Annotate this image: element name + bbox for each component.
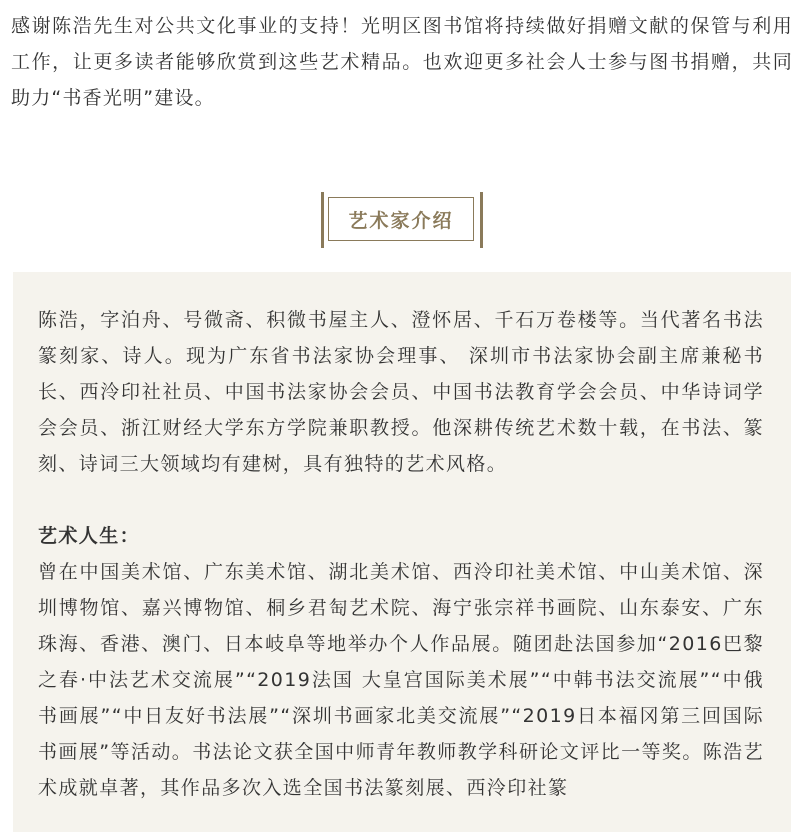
- intro-paragraph: 感谢陈浩先生对公共文化事业的支持！光明区图书馆将持续做好捐赠文献的保管与利用工作，让更多读者能够欣赏到这些艺术精品。也欢迎更多社会人士参与图书捐赠，共同助力“书香光明”建设。: [11, 15, 793, 109]
- title-frame-left-bar: [321, 192, 324, 248]
- section-title: 艺术家介绍: [348, 209, 454, 232]
- section-title-frame: [321, 192, 483, 248]
- paragraph-spacer: [38, 482, 764, 518]
- section-title-box: [328, 197, 474, 241]
- art-life-paragraph: 曾在中国美术馆、广东美术馆、湖北美术馆、西泠印社美术馆、中山美术馆、深圳博物馆、嘉兴博物馆、桐乡君匋艺术院、海宁张宗祥书画院、山东泰安、广东珠海、香港、澳门、日本岐阜等地举办个人作品展。随团赴法国参加“2016巴黎之春·中法艺术交流展”“2019法国 大皇宫国际美术展”“中韩书法交流展”“中俄书画展”“中日友好书法展”“深圳书画家北美交流展”“2019日本福冈第三回国际书画展”等活动。书法论文获全国中师青年教师教学科研论文评比一等奖。陈浩艺术成就卓著，其作品多次入选全国书法篆刻展、西泠印社篆: [38, 561, 764, 799]
- art-life-heading: 艺术人生：: [38, 525, 141, 547]
- artist-bio-paragraph: 陈浩，字泊舟、号微斋、积微书屋主人、澄怀居、千石万卷楼等。当代著名书法篆刻家、诗人。现为广东省书法家协会理事、 深圳市书法家协会副主席兼秘书长、西泠印社社员、中国书法家协会会员、中国书法教育学会会员、中华诗词学会会员、浙江财经大学东方学院兼职教授。他深耕传统艺术数十载，在书法、篆刻、诗词三大领域均有建树，具有独特的艺术风格。: [38, 309, 764, 475]
- title-frame-right-bar: [480, 192, 483, 248]
- artist-intro-panel: [13, 272, 791, 832]
- artist-intro-content: [38, 302, 764, 806]
